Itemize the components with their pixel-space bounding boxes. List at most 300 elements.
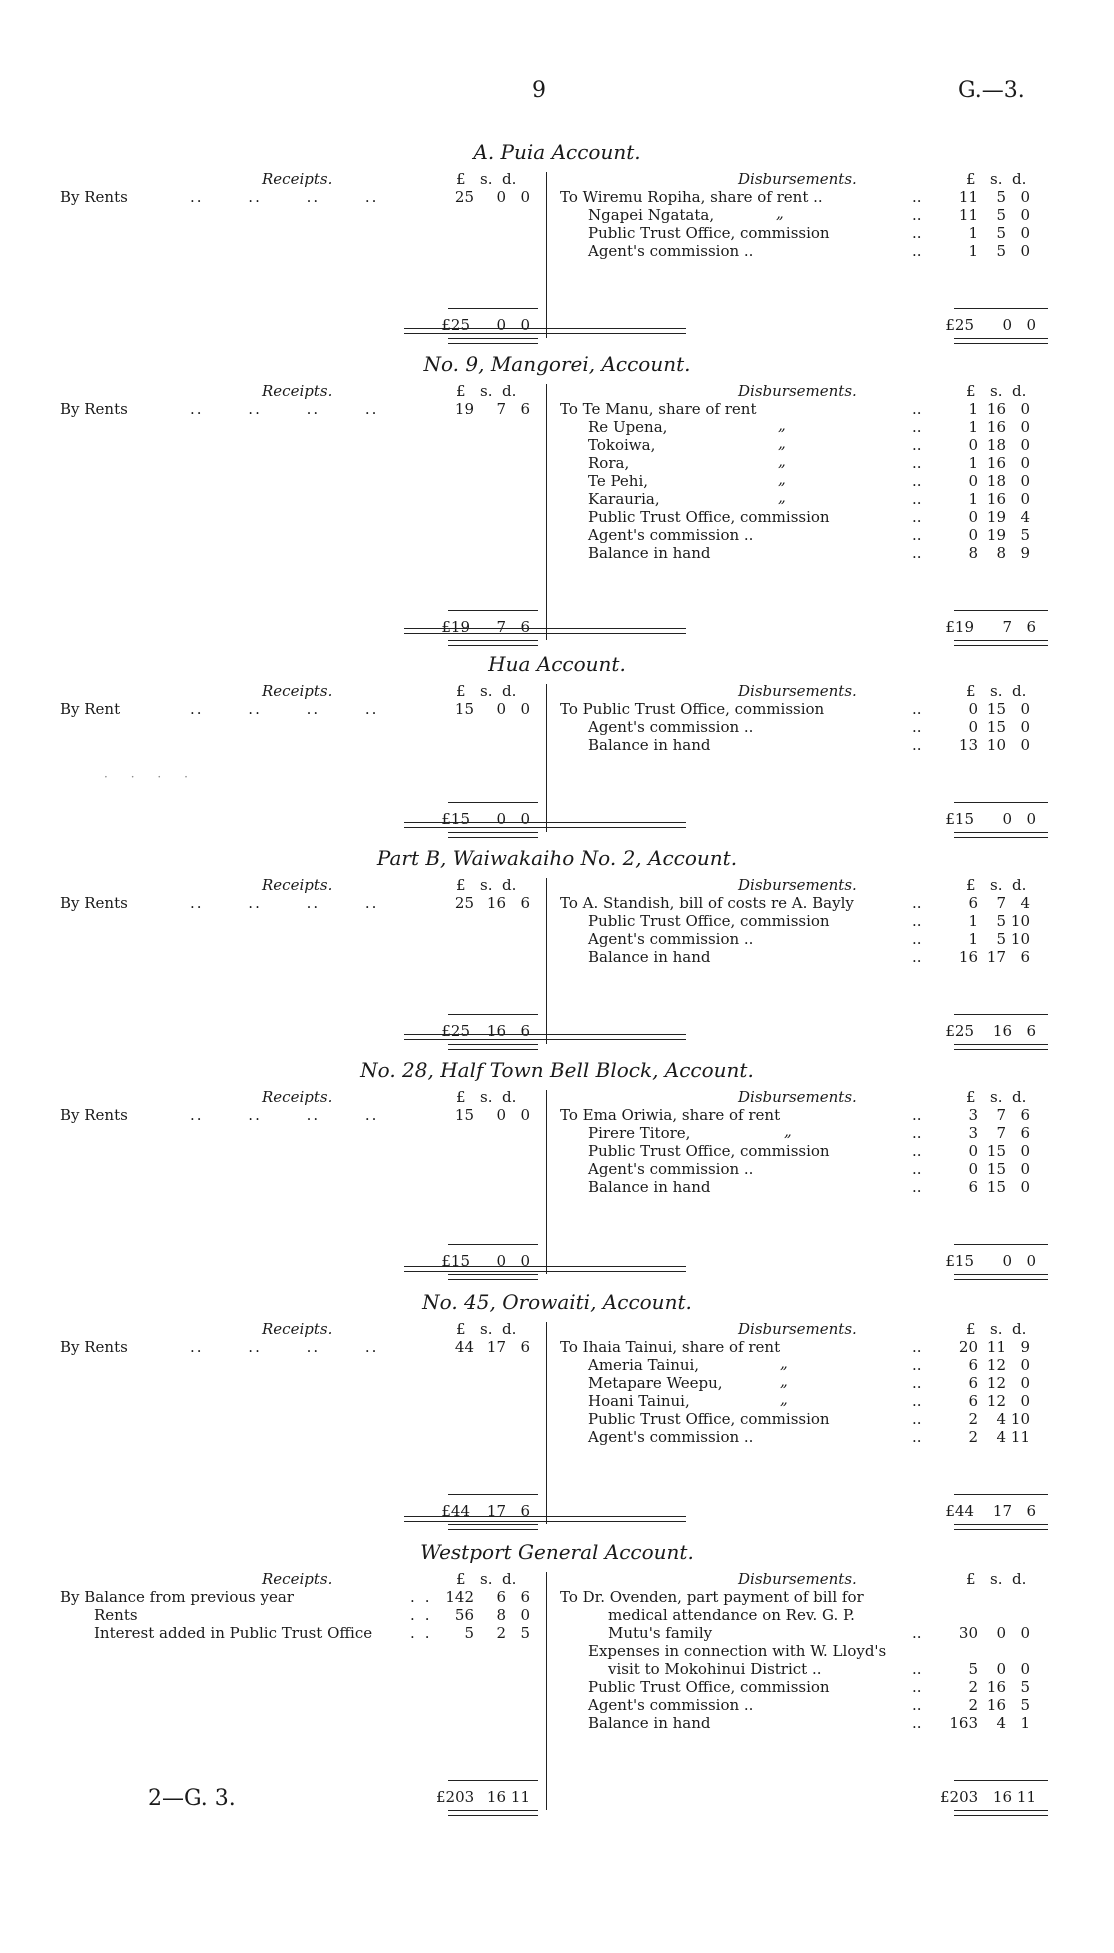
receipt-total-shillings: 7 xyxy=(496,618,506,636)
rec-col-pence: d. xyxy=(502,382,517,400)
receipt-amount-pence: 0 xyxy=(520,1106,530,1124)
disbursement-total-pounds: £44 xyxy=(945,1502,974,1520)
receipts-heading: Receipts. xyxy=(262,1088,333,1106)
disbursement-label: Agent's commission .. xyxy=(588,526,754,544)
section-separator xyxy=(404,628,686,634)
disbursement-amount-pounds: 3 xyxy=(968,1124,978,1142)
disbursement-amount-pounds: 0 xyxy=(968,700,978,718)
leader-dots: .. xyxy=(912,418,922,436)
receipt-total-pounds: £25 xyxy=(441,1022,470,1040)
disbursement-total-pounds: £25 xyxy=(945,316,974,334)
leader-dots: .. xyxy=(912,1392,922,1410)
disbursement-amount-shillings: 0 xyxy=(996,1660,1006,1678)
disbursement-rule xyxy=(954,1244,1048,1245)
account-section xyxy=(0,652,1114,828)
disbursement-amount-pence: 0 xyxy=(1020,1624,1030,1642)
dis-col-shilling: s. xyxy=(990,1570,1003,1588)
disbursement-amount-pence: 0 xyxy=(1020,418,1030,436)
disbursement-label: Balance in hand xyxy=(588,1178,711,1196)
leader-dots: .. xyxy=(912,1338,922,1356)
receipt-total-underline xyxy=(448,1524,538,1530)
receipt-amount-pounds: 25 xyxy=(454,188,474,206)
disbursement-label: Balance in hand xyxy=(588,1714,711,1732)
disbursement-total-pence: 6 xyxy=(1026,1022,1036,1040)
rec-col-shilling: s. xyxy=(480,1570,493,1588)
leader-dots: .. .. .. .. xyxy=(190,1338,379,1356)
disbursement-label: Public Trust Office, commission xyxy=(588,508,830,526)
receipt-total-shillings: 0 xyxy=(496,1252,506,1270)
disbursement-amount-shillings: 15 xyxy=(986,1142,1006,1160)
disbursement-amount-pence: 0 xyxy=(1020,436,1030,454)
disbursement-label: Public Trust Office, commission xyxy=(588,1678,830,1696)
leader-dots: .. xyxy=(912,700,922,718)
disbursement-total-pence: 6 xyxy=(1026,618,1036,636)
account-section xyxy=(0,352,1114,636)
disbursement-amount-pence: 0 xyxy=(1020,490,1030,508)
disbursement-label: medical attendance on Rev. G. P. xyxy=(608,1606,855,1624)
dis-col-shilling: s. xyxy=(990,682,1003,700)
receipt-total-pounds: £15 xyxy=(441,1252,470,1270)
disbursements-heading: Disbursements. xyxy=(738,1320,857,1338)
disbursement-amount-pounds: 20 xyxy=(958,1338,978,1356)
receipt-total-shillings: 0 xyxy=(496,316,506,334)
ditto-mark: „ xyxy=(778,416,786,434)
disbursement-amount-shillings: 12 xyxy=(986,1374,1006,1392)
disbursement-label: Agent's commission .. xyxy=(588,1696,754,1714)
disbursement-total-shillings: 16 xyxy=(992,1022,1012,1040)
disbursement-label: Public Trust Office, commission xyxy=(588,1410,830,1428)
disbursement-amount-pence: 0 xyxy=(1020,1160,1030,1178)
disbursement-amount-pence: 0 xyxy=(1020,472,1030,490)
receipt-amount-pence: 0 xyxy=(520,700,530,718)
leader-dots: .. xyxy=(912,544,922,562)
column-divider xyxy=(546,684,547,832)
receipt-amount-pence: 0 xyxy=(520,188,530,206)
disbursement-total-pounds: £203 xyxy=(940,1788,979,1806)
disbursement-amount-shillings: 10 xyxy=(986,736,1006,754)
receipts-heading: Receipts. xyxy=(262,682,333,700)
receipt-amount-shillings: 8 xyxy=(496,1606,506,1624)
leader-dots: .. xyxy=(912,472,922,490)
rec-col-shilling: s. xyxy=(480,876,493,894)
disbursement-label: Ameria Tainui, xyxy=(588,1356,700,1374)
leader-dots: .. xyxy=(912,736,922,754)
rec-col-pound: £ xyxy=(456,382,466,400)
disbursement-amount-pounds: 2 xyxy=(968,1410,978,1428)
account-section xyxy=(0,1290,1114,1520)
disbursement-amount-pence: 0 xyxy=(1020,1142,1030,1160)
account-title: No. 28, Half Town Bell Block, Account. xyxy=(360,1058,754,1082)
receipt-amount-pounds: 5 xyxy=(464,1624,474,1642)
disbursement-label: To Public Trust Office, commission xyxy=(560,700,825,718)
disbursement-amount-shillings: 4 xyxy=(996,1410,1006,1428)
dis-col-shilling: s. xyxy=(990,382,1003,400)
receipt-amount-pence: 6 xyxy=(520,400,530,418)
disbursement-label: Re Upena, xyxy=(588,418,668,436)
disbursement-amount-pounds: 2 xyxy=(968,1428,978,1446)
receipt-amount-pounds: 19 xyxy=(454,400,474,418)
receipt-rule xyxy=(448,1494,538,1495)
rec-col-shilling: s. xyxy=(480,1320,493,1338)
dis-col-pound: £ xyxy=(966,1320,976,1338)
disbursement-rule xyxy=(954,610,1048,611)
disbursement-total-pounds: £19 xyxy=(945,618,974,636)
receipt-amount-pounds: 25 xyxy=(454,894,474,912)
dis-col-shilling: s. xyxy=(990,876,1003,894)
ditto-mark: „ xyxy=(778,470,786,488)
leader-dots: .. xyxy=(912,224,922,242)
dis-col-pound: £ xyxy=(966,1088,976,1106)
disbursement-total-shillings: 0 xyxy=(1002,1252,1012,1270)
account-title: Westport General Account. xyxy=(420,1540,694,1564)
disbursement-amount-shillings: 5 xyxy=(996,188,1006,206)
disbursement-amount-shillings: 4 xyxy=(996,1428,1006,1446)
disbursement-label: Rora, xyxy=(588,454,630,472)
disbursement-amount-pence: 5 xyxy=(1020,526,1030,544)
disbursement-label: Agent's commission .. xyxy=(588,718,754,736)
disbursement-label: Agent's commission .. xyxy=(588,930,754,948)
receipt-total-underline xyxy=(448,640,538,646)
disbursement-label: To Ihaia Tainui, share of rent xyxy=(560,1338,781,1356)
disbursement-amount-pounds: 163 xyxy=(949,1714,978,1732)
leader-dots: .. xyxy=(912,930,922,948)
disbursement-total-underline xyxy=(954,832,1048,838)
ditto-mark: „ xyxy=(778,452,786,470)
receipt-label: By Rents xyxy=(60,1338,128,1356)
leader-dots: .. .. .. .. xyxy=(190,700,379,718)
disbursement-label: Agent's commission .. xyxy=(588,242,754,260)
rec-col-shilling: s. xyxy=(480,382,493,400)
disbursement-amount-pence: 5 xyxy=(1020,1678,1030,1696)
receipt-total-pounds: £203 xyxy=(436,1788,475,1806)
ditto-mark: „ xyxy=(780,1390,788,1408)
column-divider xyxy=(546,1322,547,1524)
disbursement-total-underline xyxy=(954,1274,1048,1280)
receipts-heading: Receipts. xyxy=(262,170,333,188)
leader-dots: .. xyxy=(912,1428,922,1446)
disbursement-label: To Ema Oriwia, share of rent xyxy=(560,1106,781,1124)
ditto-mark: „ xyxy=(778,488,786,506)
receipt-rule xyxy=(448,308,538,309)
column-divider xyxy=(546,172,547,338)
disbursement-amount-pounds: 1 xyxy=(968,912,978,930)
leader-dots: .. xyxy=(912,1356,922,1374)
leader-dots: .. xyxy=(912,526,922,544)
receipt-rule xyxy=(448,610,538,611)
disbursement-label: Metapare Weepu, xyxy=(588,1374,723,1392)
disbursement-amount-pounds: 6 xyxy=(968,1178,978,1196)
disbursement-label: Expenses in connection with W. Lloyd's xyxy=(588,1642,887,1660)
receipt-amount-shillings: 16 xyxy=(486,894,506,912)
disbursement-label: visit to Mokohinui District .. xyxy=(608,1660,822,1678)
disbursement-amount-pence: 10 xyxy=(1010,912,1030,930)
receipt-total-underline xyxy=(448,832,538,838)
section-separator xyxy=(404,1266,686,1272)
disbursement-amount-shillings: 15 xyxy=(986,1160,1006,1178)
disbursement-amount-pounds: 8 xyxy=(968,544,978,562)
leader-dots: .. xyxy=(912,1696,922,1714)
disbursement-total-shillings: 0 xyxy=(1002,810,1012,828)
account-section xyxy=(0,846,1114,1040)
disbursement-amount-pence: 6 xyxy=(1020,1124,1030,1142)
leader-dots: .. .. .. .. xyxy=(190,894,379,912)
disbursement-amount-pounds: 0 xyxy=(968,526,978,544)
disbursement-amount-pounds: 2 xyxy=(968,1678,978,1696)
disbursement-amount-pence: 0 xyxy=(1020,1374,1030,1392)
rec-col-pound: £ xyxy=(456,1320,466,1338)
leader-dots: .. xyxy=(912,1660,922,1678)
ditto-mark: „ xyxy=(780,1372,788,1390)
section-separator xyxy=(404,1034,686,1040)
rec-col-pence: d. xyxy=(502,170,517,188)
disbursement-label: Karauria, xyxy=(588,490,660,508)
leader-dots: .. xyxy=(912,1624,922,1642)
disbursement-rule xyxy=(954,1780,1048,1781)
disbursement-amount-shillings: 0 xyxy=(996,1624,1006,1642)
ditto-mark: „ xyxy=(778,434,786,452)
disbursement-amount-pence: 1 xyxy=(1020,1714,1030,1732)
disbursement-amount-pounds: 0 xyxy=(968,472,978,490)
rec-col-pound: £ xyxy=(456,876,466,894)
receipts-heading: Receipts. xyxy=(262,382,333,400)
disbursement-amount-shillings: 18 xyxy=(986,436,1006,454)
disbursement-amount-shillings: 16 xyxy=(986,400,1006,418)
dis-col-pence: d. xyxy=(1012,682,1027,700)
disbursement-amount-shillings: 16 xyxy=(986,454,1006,472)
rec-col-pence: d. xyxy=(502,1088,517,1106)
receipt-total-pence: 0 xyxy=(520,316,530,334)
disbursement-label: Ngapei Ngatata, xyxy=(588,206,715,224)
disbursement-amount-pounds: 1 xyxy=(968,224,978,242)
leader-dots: .. xyxy=(912,188,922,206)
receipt-total-pence: 0 xyxy=(520,1252,530,1270)
receipt-amount-shillings: 2 xyxy=(496,1624,506,1642)
rec-col-pence: d. xyxy=(502,1570,517,1588)
leader-dots: .. xyxy=(912,1678,922,1696)
receipt-total-pounds: £44 xyxy=(441,1502,470,1520)
disbursement-amount-pence: 0 xyxy=(1020,206,1030,224)
disbursement-amount-shillings: 15 xyxy=(986,718,1006,736)
leader-dots: .. xyxy=(912,1714,922,1732)
disbursement-amount-shillings: 19 xyxy=(986,508,1006,526)
leader-dots: .. xyxy=(912,242,922,260)
disbursement-amount-shillings: 16 xyxy=(986,1696,1006,1714)
leader-dots: .. .. .. .. xyxy=(190,400,379,418)
account-section xyxy=(0,1058,1114,1270)
dis-col-pound: £ xyxy=(966,382,976,400)
dis-col-pence: d. xyxy=(1012,876,1027,894)
leader-dots: .. xyxy=(912,400,922,418)
dis-col-pence: d. xyxy=(1012,1570,1027,1588)
disbursement-amount-pence: 0 xyxy=(1020,1392,1030,1410)
dis-col-shilling: s. xyxy=(990,1320,1003,1338)
disbursement-amount-pence: 5 xyxy=(1020,1696,1030,1714)
leader-dots: .. xyxy=(912,1142,922,1160)
leader-dots: .. xyxy=(912,490,922,508)
leader-dots: .. xyxy=(912,718,922,736)
disbursement-amount-pounds: 1 xyxy=(968,400,978,418)
receipt-total-pence: 0 xyxy=(520,810,530,828)
receipt-total-underline xyxy=(448,338,538,344)
disbursement-total-underline xyxy=(954,338,1048,344)
disbursement-amount-pounds: 30 xyxy=(958,1624,978,1642)
disbursement-total-pounds: £25 xyxy=(945,1022,974,1040)
disbursement-amount-shillings: 7 xyxy=(996,1124,1006,1142)
receipt-amount-pounds: 15 xyxy=(454,1106,474,1124)
receipt-rule xyxy=(448,1014,538,1015)
disbursement-amount-pence: 0 xyxy=(1020,242,1030,260)
dis-col-pound: £ xyxy=(966,170,976,188)
leader-dots: .. xyxy=(912,894,922,912)
disbursement-total-pence: 0 xyxy=(1026,810,1036,828)
dis-col-pence: d. xyxy=(1012,1088,1027,1106)
receipt-amount-shillings: 0 xyxy=(496,700,506,718)
leader-dots: .. xyxy=(912,1124,922,1142)
disbursements-heading: Disbursements. xyxy=(738,170,857,188)
disbursement-amount-pence: 6 xyxy=(1020,1106,1030,1124)
column-divider xyxy=(546,1572,547,1810)
leader-dots: .. xyxy=(912,436,922,454)
disbursement-label: Te Pehi, xyxy=(588,472,649,490)
disbursement-total-pence: 11 xyxy=(1016,1788,1036,1806)
receipt-label: By Rents xyxy=(60,400,128,418)
disbursement-amount-shillings: 18 xyxy=(986,472,1006,490)
disbursement-amount-pounds: 2 xyxy=(968,1696,978,1714)
receipt-label: Interest added in Public Trust Office xyxy=(94,1624,373,1642)
receipt-label: Rents xyxy=(94,1606,138,1624)
dis-col-shilling: s. xyxy=(990,170,1003,188)
ditto-mark: „ xyxy=(784,1122,792,1140)
dis-col-pence: d. xyxy=(1012,170,1027,188)
disbursement-amount-shillings: 15 xyxy=(986,1178,1006,1196)
disbursement-label: Tokoiwa, xyxy=(588,436,656,454)
receipt-amount-pounds: 15 xyxy=(454,700,474,718)
leader-dots: .. xyxy=(410,1588,440,1606)
disbursement-amount-pounds: 0 xyxy=(968,436,978,454)
receipt-amount-pence: 6 xyxy=(520,1338,530,1356)
leader-dots: .. xyxy=(410,1624,440,1642)
disbursements-heading: Disbursements. xyxy=(738,876,857,894)
disbursement-amount-shillings: 7 xyxy=(996,1106,1006,1124)
receipt-amount-pence: 5 xyxy=(520,1624,530,1642)
disbursement-amount-pence: 0 xyxy=(1020,1356,1030,1374)
receipt-total-underline xyxy=(448,1044,538,1050)
disbursement-amount-pence: 0 xyxy=(1020,224,1030,242)
receipt-amount-pounds: 56 xyxy=(454,1606,474,1624)
dis-col-pence: d. xyxy=(1012,382,1027,400)
receipt-total-shillings: 0 xyxy=(496,810,506,828)
disbursement-label: Balance in hand xyxy=(588,544,711,562)
rec-col-shilling: s. xyxy=(480,170,493,188)
receipt-amount-shillings: 0 xyxy=(496,1106,506,1124)
receipt-amount-shillings: 6 xyxy=(496,1588,506,1606)
disbursement-amount-shillings: 7 xyxy=(996,894,1006,912)
disbursement-label: Agent's commission .. xyxy=(588,1428,754,1446)
disbursement-amount-shillings: 15 xyxy=(986,700,1006,718)
disbursement-total-shillings: 7 xyxy=(1002,618,1012,636)
disbursement-amount-shillings: 16 xyxy=(986,1678,1006,1696)
leader-dots: .. xyxy=(912,206,922,224)
disbursement-amount-pence: 10 xyxy=(1010,1410,1030,1428)
disbursement-amount-pounds: 6 xyxy=(968,1356,978,1374)
disbursement-label: Public Trust Office, commission xyxy=(588,224,830,242)
disbursement-amount-pounds: 5 xyxy=(968,1660,978,1678)
receipt-amount-pence: 6 xyxy=(520,1588,530,1606)
disbursement-total-pence: 0 xyxy=(1026,316,1036,334)
leader-dots: .. xyxy=(912,1410,922,1428)
rec-col-shilling: s. xyxy=(480,682,493,700)
disbursement-total-underline xyxy=(954,1044,1048,1050)
disbursement-rule xyxy=(954,1494,1048,1495)
leader-dots: .. xyxy=(912,1160,922,1178)
disbursement-amount-shillings: 16 xyxy=(986,418,1006,436)
disbursement-amount-pence: 0 xyxy=(1020,454,1030,472)
disbursement-amount-pence: 6 xyxy=(1020,948,1030,966)
disbursement-amount-pence: 10 xyxy=(1010,930,1030,948)
disbursement-label: To Dr. Ovenden, part payment of bill for xyxy=(560,1588,864,1606)
disbursement-label: Balance in hand xyxy=(588,948,711,966)
receipt-amount-shillings: 7 xyxy=(496,400,506,418)
disbursement-total-shillings: 17 xyxy=(992,1502,1012,1520)
disbursement-amount-pounds: 1 xyxy=(968,454,978,472)
dis-col-pound: £ xyxy=(966,1570,976,1588)
disbursement-label: Public Trust Office, commission xyxy=(588,1142,830,1160)
footer-reference: 2—G. 3. xyxy=(148,1786,236,1811)
receipt-total-pounds: £19 xyxy=(441,618,470,636)
disbursement-amount-pounds: 1 xyxy=(968,418,978,436)
ditto-mark: „ xyxy=(780,1354,788,1372)
disbursement-amount-pence: 4 xyxy=(1020,894,1030,912)
disbursement-amount-shillings: 12 xyxy=(986,1356,1006,1374)
receipt-total-shillings: 16 xyxy=(486,1788,506,1806)
receipt-total-pence: 6 xyxy=(520,618,530,636)
disbursement-amount-shillings: 5 xyxy=(996,224,1006,242)
receipt-total-pence: 11 xyxy=(510,1788,530,1806)
leader-dots: .. .. .. .. xyxy=(190,1106,379,1124)
stray-dots: · · · · xyxy=(104,770,188,784)
receipt-amount-pence: 6 xyxy=(520,894,530,912)
disbursement-amount-pounds: 6 xyxy=(968,1392,978,1410)
disbursement-amount-shillings: 8 xyxy=(996,544,1006,562)
section-separator xyxy=(404,822,686,828)
disbursement-amount-pounds: 13 xyxy=(958,736,978,754)
receipt-total-pence: 6 xyxy=(520,1022,530,1040)
disbursement-amount-pence: 0 xyxy=(1020,718,1030,736)
account-section xyxy=(0,140,1114,334)
receipts-heading: Receipts. xyxy=(262,1570,333,1588)
disbursement-label: Balance in hand xyxy=(588,736,711,754)
page-reference: G.—3. xyxy=(958,78,1025,103)
disbursement-amount-shillings: 5 xyxy=(996,242,1006,260)
disbursements-heading: Disbursements. xyxy=(738,1088,857,1106)
disbursement-total-shillings: 16 xyxy=(992,1788,1012,1806)
rec-col-shilling: s. xyxy=(480,1088,493,1106)
leader-dots: .. .. .. .. xyxy=(190,188,379,206)
column-divider xyxy=(546,1090,547,1274)
leader-dots: .. xyxy=(912,1374,922,1392)
receipt-amount-shillings: 0 xyxy=(496,188,506,206)
receipt-total-underline xyxy=(448,1274,538,1280)
section-separator xyxy=(404,328,686,334)
receipt-total-pence: 6 xyxy=(520,1502,530,1520)
receipt-amount-pounds: 142 xyxy=(445,1588,474,1606)
disbursement-amount-pence: 4 xyxy=(1020,508,1030,526)
disbursement-amount-pounds: 6 xyxy=(968,894,978,912)
disbursement-amount-pence: 0 xyxy=(1020,188,1030,206)
disbursement-rule xyxy=(954,1014,1048,1015)
receipt-amount-shillings: 17 xyxy=(486,1338,506,1356)
disbursement-label: Pirere Titore, xyxy=(588,1124,691,1142)
